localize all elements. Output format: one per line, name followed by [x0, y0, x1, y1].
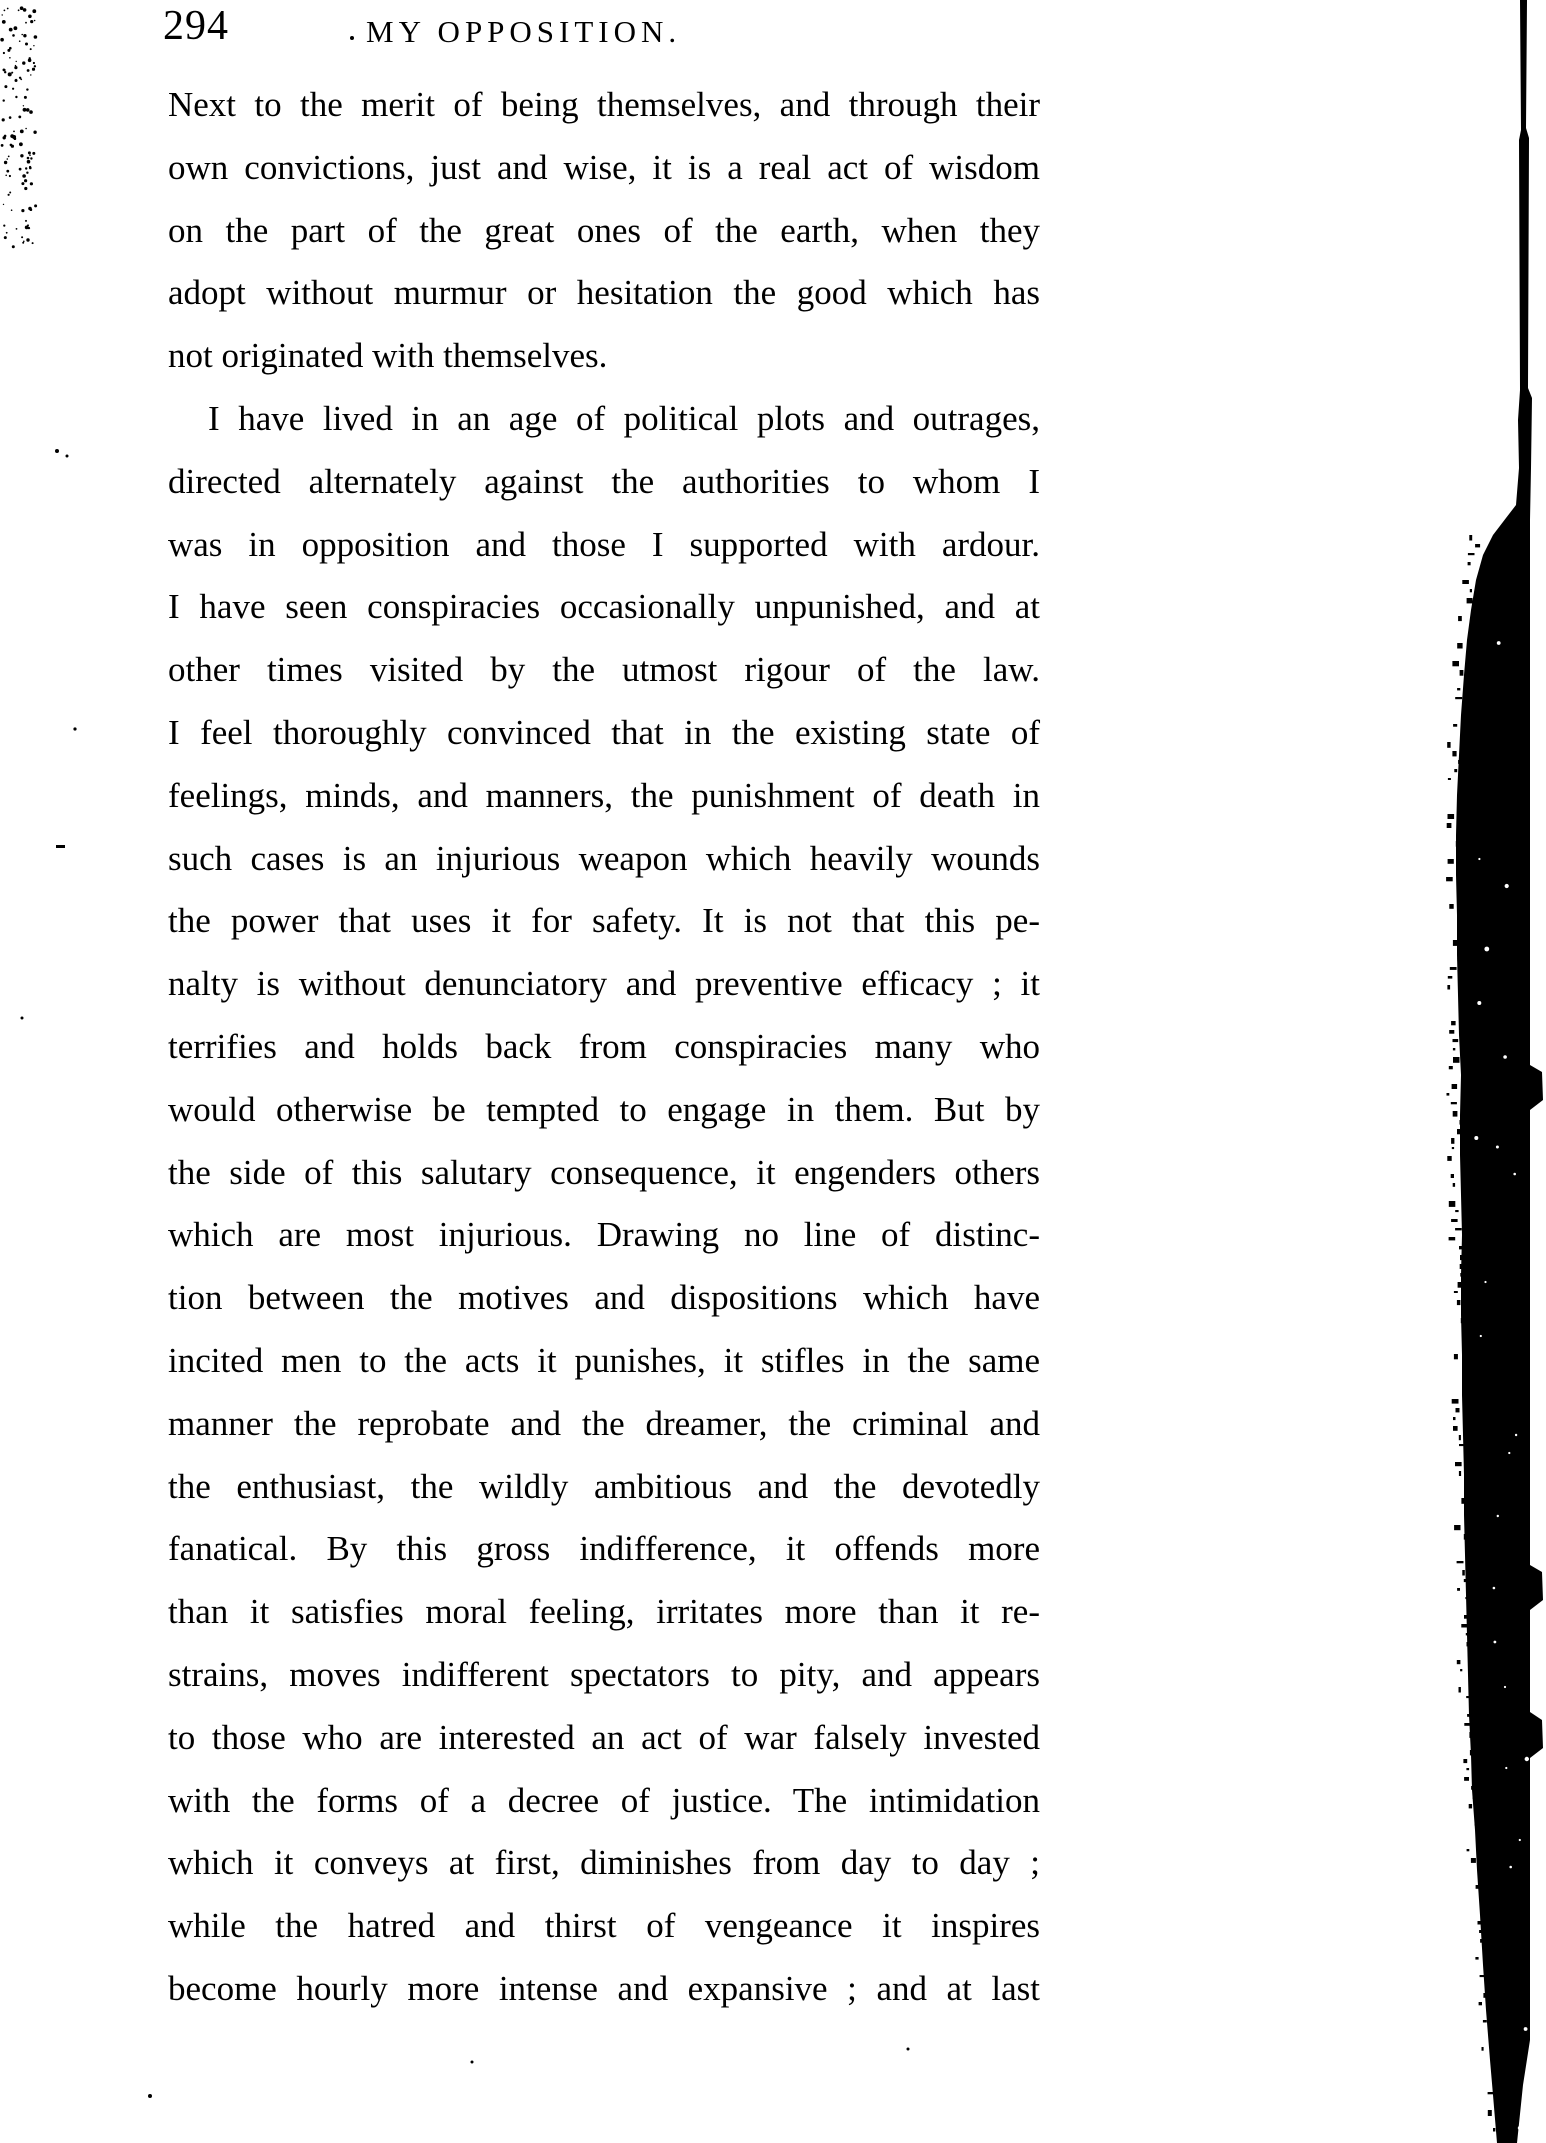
text-line: the power that uses it for safety. It is not that this pe- — [168, 901, 1040, 941]
text-line: on the part of the great ones of the earth, when they — [168, 210, 1040, 250]
text-line: directed alternately against the authorities to whom I — [168, 461, 1040, 501]
text-line: terrifies and holds back from conspiracies many who — [168, 1026, 1040, 1066]
text-line: feelings, minds, and manners, the punishment of death in — [168, 775, 1040, 815]
text-line: adopt without murmur or hesitation the good which has — [168, 273, 1040, 313]
text-line: nalty is without denunciatory and preventive efficacy ; it — [168, 964, 1040, 1004]
text-line: the side of this salutary consequence, it engenders others — [168, 1152, 1040, 1192]
text-line: while the hatred and thirst of vengeance it inspires — [168, 1906, 1040, 1946]
text-line: become hourly more intense and expansive ; and at last — [168, 1968, 1040, 2008]
text-line: own convictions, just and wise, it is a real act of wisdom — [168, 147, 1040, 187]
text-line: such cases is an injurious weapon which heavily wounds — [168, 838, 1040, 878]
binding-shadow-ragged-edge — [1446, 534, 1541, 2132]
text-line: I feel thoroughly convinced that in the existing state of — [168, 712, 1040, 752]
text-line: tion between the motives and dispositions which have — [168, 1278, 1040, 1318]
text-line: would otherwise be tempted to engage in them. But by — [168, 1089, 1040, 1129]
page-body — [168, 74, 1040, 2021]
text-line: to those who are interested an act of war falsely invested — [168, 1717, 1040, 1757]
text-line: other times visited by the utmost rigour of the law. — [168, 650, 1040, 690]
page-number: 294 — [163, 3, 229, 49]
text-line: not originated with themselves. — [168, 336, 608, 376]
text-line: was in opposition and those I supported with ardour. — [168, 524, 1040, 564]
text-line: manner the reprobate and the dreamer, the criminal and — [168, 1403, 1040, 1443]
text-line: than it satisfies moral feeling, irritates more than it re- — [168, 1592, 1040, 1632]
text-line: the enthusiast, the wildly ambitious and the devotedly — [168, 1466, 1040, 1506]
text-line: incited men to the acts it punishes, it stifles in the same — [168, 1340, 1040, 1380]
text-line: strains, moves indifferent spectators to pity, and appears — [168, 1654, 1040, 1694]
binding-shadow — [1456, 0, 1543, 2143]
text-line: which it conveys at first, diminishes from day to day ; — [168, 1843, 1040, 1883]
running-header: MY OPPOSITION. — [366, 14, 682, 49]
corner-speckles — [0, 6, 37, 248]
text-line: which are most injurious. Drawing no line of distinc- — [168, 1215, 1040, 1255]
text-line: I have lived in an age of political plots and outrages, — [208, 398, 1040, 438]
text-line: fanatical. By this gross indifference, it offends more — [168, 1529, 1040, 1569]
text-line: I have seen conspiracies occasionally unpunished, and at — [168, 587, 1040, 627]
text-line: Next to the merit of being themselves, and through their — [168, 85, 1040, 124]
text-line: with the forms of a decree of justice. The intimidation — [168, 1780, 1040, 1820]
